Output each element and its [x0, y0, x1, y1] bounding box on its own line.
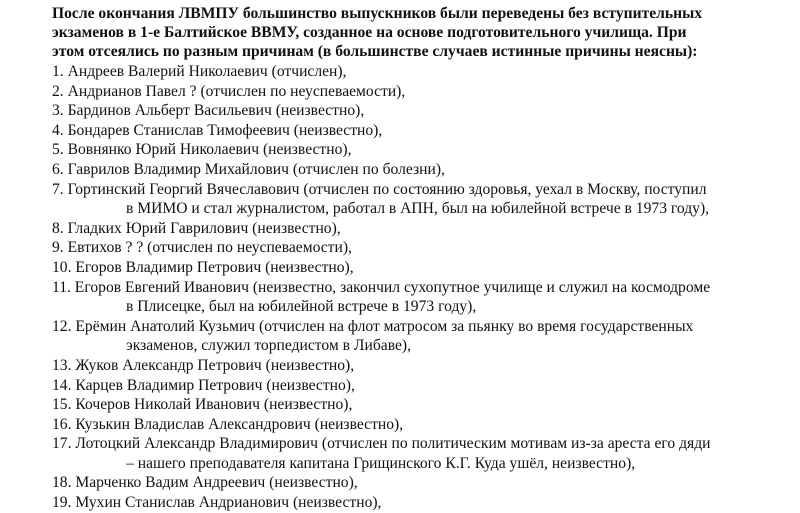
list-item: 13. Жуков Александр Петрович (неизвестно), [52, 356, 355, 374]
list-item: 1. Андреев Валерий Николаевич (отчислен), [52, 63, 347, 80]
list-item: 12. Ерёмин Анатолий Кузьмич (отчислен на флот матросом за пьянку во время государственных [52, 317, 694, 335]
intro-line: После окончания ЛВМПУ большинство выпускников были переведены без вступительных [52, 5, 703, 22]
intro-line: экзаменов в 1-е Балтийское ВВМУ, созданное на основе подготовительного училища. При [52, 24, 687, 42]
intro-paragraph [52, 4, 772, 62]
list-item: 17. Лотоцкий Александр Владимирович (отчислен по политическим мотивам из-за ареста его дяди [52, 435, 711, 453]
list-item: 3. Бардинов Альберт Васильевич (неизвестно), [52, 102, 365, 120]
list-item: 19. Мухин Станислав Андрианович (неизвестно), [52, 494, 382, 512]
expelled-list [52, 62, 792, 513]
list-item: 18. Марченко Вадим Андреевич (неизвестно), [52, 474, 358, 492]
list-item: 16. Кузькин Владислав Александрович (неизвестно), [52, 415, 404, 433]
list-item-continuation: экзаменов, служил торпедистом в Либаве), [126, 337, 411, 355]
list-item-continuation: в Плисецке, был на юбилейной встрече в 1973 году), [126, 298, 477, 316]
list-item: 5. Вовнянко Юрий Николаевич (неизвестно), [52, 141, 352, 159]
intro-line: этом отсеялись по разным причинам (в большинстве случаев истинные причины неясны): [52, 43, 698, 61]
list-item: 4. Бондарев Станислав Тимофеевич (неизвестно), [52, 121, 383, 139]
list-item: 6. Гаврилов Владимир Михайлович (отчислен по болезни), [52, 160, 445, 178]
list-item: 2. Андрианов Павел ? (отчислен по неуспеваемости), [52, 82, 406, 100]
list-item: 7. Гортинский Георгий Вячеславович (отчислен по состоянию здоровья, уехал в Москву, поступил [52, 180, 707, 198]
list-item: 9. Евтихов ? ? (отчислен по неуспеваемости), [52, 239, 352, 257]
list-item-continuation: в МИМО и стал журналистом, работал в АПН, был на юбилейной встрече в 1973 году), [126, 200, 710, 218]
list-item: 8. Гладких Юрий Гаврилович (неизвестно), [52, 219, 341, 237]
list-item: 14. Карцев Владимир Петрович (неизвестно), [52, 376, 355, 394]
list-item: 15. Кочеров Николай Иванович (неизвестно), [52, 396, 353, 414]
list-item: 10. Егоров Владимир Петрович (неизвестно), [52, 258, 354, 276]
list-item: 11. Егоров Евгений Иванович (неизвестно, закончил сухопутное училище и служил на космодроме [52, 278, 711, 296]
list-item-continuation: – нашего преподавателя капитана Грищинского К.Г. Куда ушёл, неизвестно), [126, 454, 636, 472]
